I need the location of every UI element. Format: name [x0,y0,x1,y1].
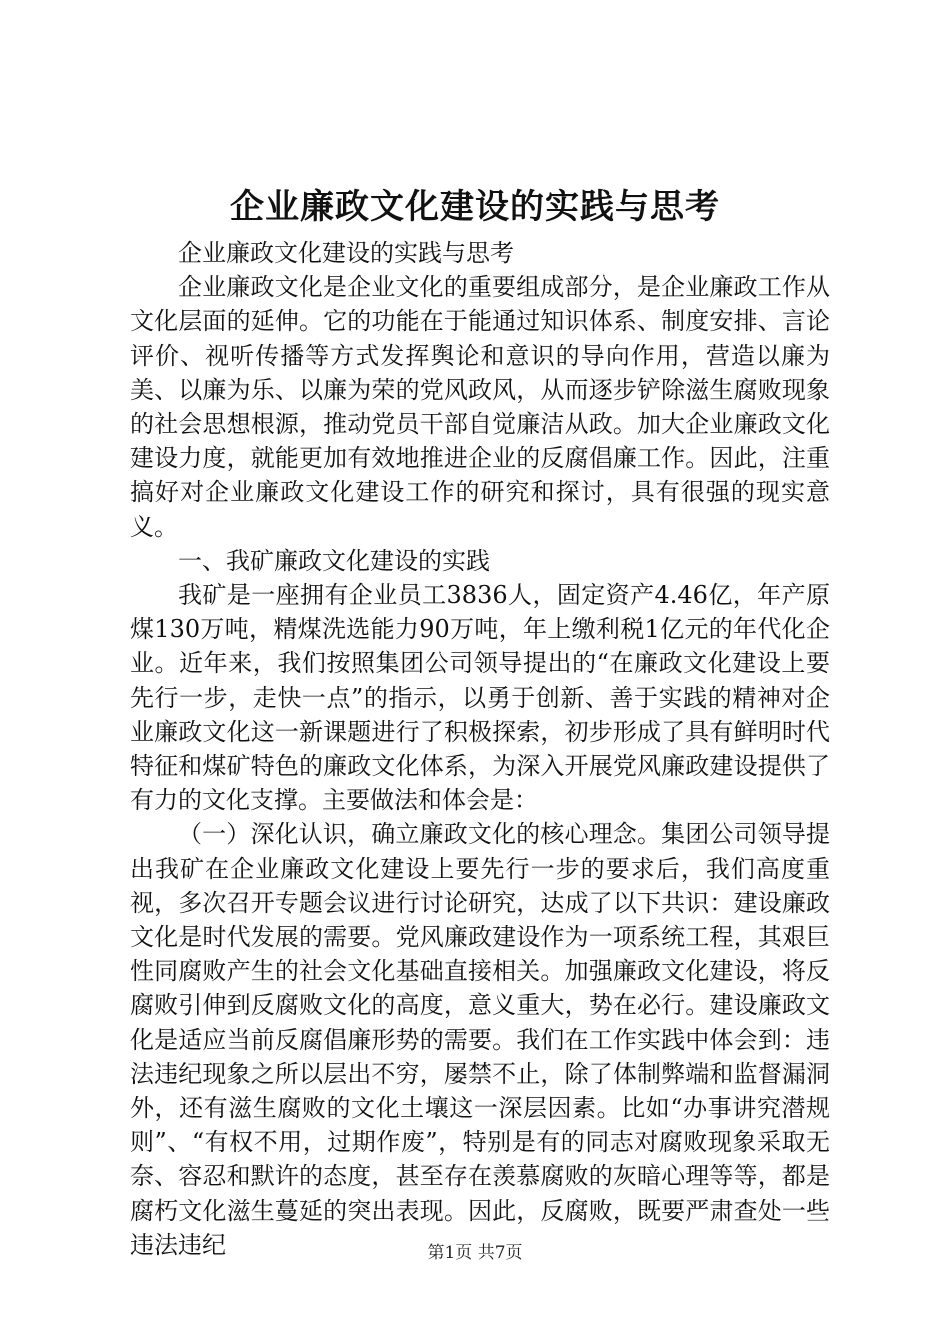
paragraph-subtitle: 企业廉政文化建设的实践与思考 [178,239,514,267]
paragraph-intro: 企业廉政文化是企业文化的重要组成部分，是企业廉政工作从文化层面的延伸。它的功能在于能通过知识体系、制度安排、言论评价、视听传播等方式发挥舆论和意识的导向作用，营造以廉为美、以廉为乐、以廉为荣的党风政风，从而逐步铲除滋生腐败现象的社会思想根源，推动党员干部自觉廉洁从政。加大企业廉政文化建设力度，就能更加有效地推进企业的反腐倡廉工作。因此，注重搞好对企业廉政文化建设工作的研究和探讨，具有很强的现实意义。 [130,273,830,541]
paragraph-mine-overview: 我矿是一座拥有企业员工3836人，固定资产4.46亿，年产原煤130万吨，精煤洗选能力90万吨，年上缴利税1亿元的年代化企业。近年来，我们按照集团公司领导提出的“在廉政文化建设上要先行一步，走快一点”的指示，以勇于创新、善于实践的精神对企业廉政文化这一新课题进行了积极探索，初步形成了具有鲜明时代特征和煤矿特色的廉政文化体系，为深入开展党风廉政建设提供了有力的文化支撑。主要做法和体会是： [130,581,830,815]
document-title: 企业廉政文化建设的实践与思考 [230,187,720,227]
document-body [130,236,830,1262]
page-footer: 第1页 共7页 [427,1243,523,1263]
paragraph-subsection-1: （一）深化认识，确立廉政文化的核心理念。集团公司领导提出我矿在企业廉政文化建设上要先行一步的要求后，我们高度重视，多次召开专题会议进行讨论研究，达成了以下共识：建设廉政文化是时代发展的需要。党风廉政建设作为一项系统工程，其艰巨性同腐败产生的社会文化基础直接相关。加强廉政文化建设，将反腐败引伸到反腐败文化的高度，意义重大，势在必行。建设廉政文化是适应当前反腐倡廉形势的需要。我们在工作实践中体会到：违法违纪现象之所以层出不穷，屡禁不止，除了体制弊端和监督漏洞外，还有滋生腐败的文化土壤这一深层因素。比如“办事讲究潜规则”、“有权不用，过期作废”，特别是有的同志对腐败现象采取无奈、容忍和默许的态度，甚至存在羡慕腐败的灰暗心理等等，都是腐朽文化滋生蔓延的突出表现。因此，反腐败，既要严肃查处一些违法违纪 [130,820,830,1259]
section-heading-1: 一、我矿廉政文化建设的实践 [178,546,490,575]
